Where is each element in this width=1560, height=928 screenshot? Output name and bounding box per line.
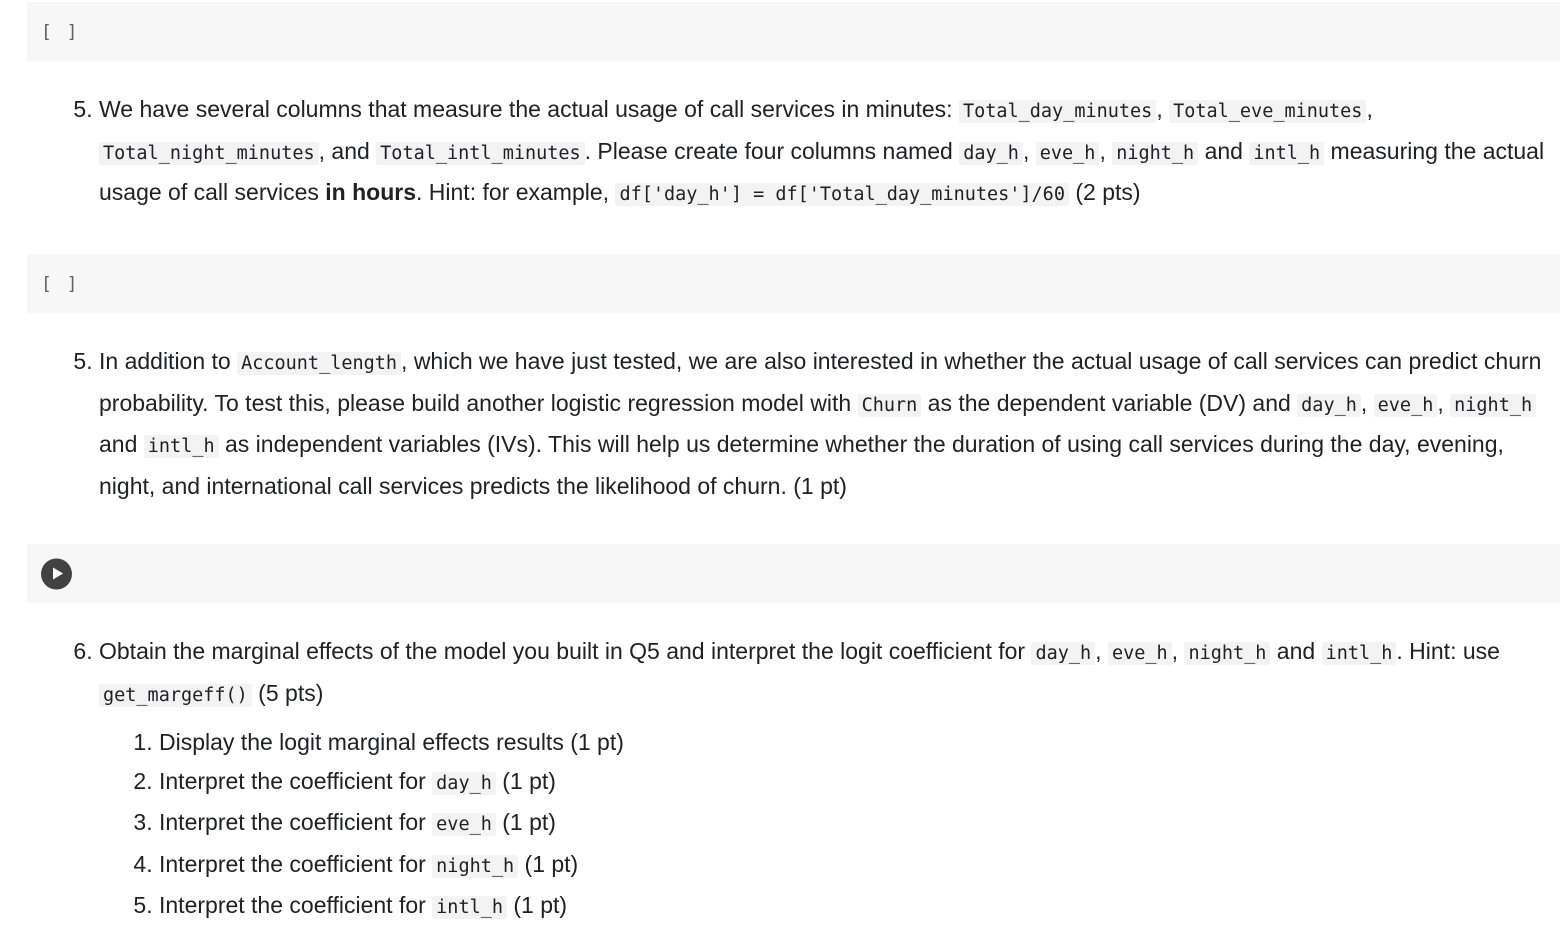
question-list bbox=[0, 632, 1560, 928]
inline-code: Churn bbox=[858, 394, 922, 417]
text-segment: We have several columns that measure the actual usage of call services in minutes: bbox=[99, 96, 959, 122]
cell-execution-indicator: [ ] bbox=[41, 21, 80, 42]
text-segment: , bbox=[1171, 638, 1185, 664]
text-segment: , bbox=[1095, 638, 1108, 664]
text-segment: , bbox=[1099, 137, 1113, 164]
text-segment: and bbox=[1270, 638, 1322, 664]
text-segment: as independent variables (IVs). This will help us determine whether the duration of using call services during the day, evening, night, and international call services predicts the likelihood of churn. (1 pt) bbox=[99, 431, 1504, 499]
text-segment: and bbox=[99, 431, 144, 457]
subquestion-item bbox=[159, 886, 1560, 928]
inline-code: night_h bbox=[432, 855, 518, 878]
text-segment: Interpret the coefficient for bbox=[159, 767, 433, 794]
subquestion-item bbox=[159, 723, 1560, 762]
inline-code: get_margeff() bbox=[99, 684, 252, 707]
inline-code: night_h bbox=[1450, 394, 1536, 417]
question-list bbox=[0, 90, 1560, 215]
text-segment: , which we have just tested, we are also interested in whether the actual usage of call services can predict churn probability. To test this, please build another logistic regression model with bbox=[99, 348, 1542, 416]
inline-code: day_h bbox=[432, 772, 496, 795]
inline-code: eve_h bbox=[1036, 142, 1100, 165]
inline-code: day_h bbox=[959, 142, 1023, 165]
inline-code: Total_intl_minutes bbox=[376, 142, 584, 165]
text-segment: (5 pts) bbox=[251, 679, 324, 706]
text-cell-q5-hours bbox=[0, 90, 1560, 215]
bold-text: in hours bbox=[325, 179, 417, 205]
run-cell-button[interactable] bbox=[41, 558, 72, 589]
text-segment: . Hint: for example, bbox=[416, 179, 616, 205]
inline-code: night_h bbox=[1184, 642, 1270, 665]
inline-code: Total_night_minutes bbox=[99, 142, 319, 165]
question-text bbox=[99, 638, 1500, 706]
inline-code: intl_h bbox=[144, 435, 219, 458]
question-item bbox=[99, 90, 1560, 215]
text-segment: Interpret the coefficient for bbox=[159, 892, 433, 918]
code-cell-active[interactable] bbox=[27, 544, 1560, 603]
text-segment: Display the logit marginal effects results (1 pt) bbox=[159, 729, 624, 755]
text-segment: , bbox=[1437, 389, 1451, 416]
question-item bbox=[99, 342, 1560, 505]
inline-code: df['day_h'] = df['Total_day_minutes']/60 bbox=[615, 183, 1069, 206]
subquestion-item bbox=[159, 762, 1560, 804]
text-segment: , bbox=[1022, 137, 1036, 164]
text-segment: , and bbox=[318, 137, 377, 164]
text-segment: , bbox=[1156, 96, 1170, 122]
text-segment: Interpret the coefficient for bbox=[159, 850, 433, 877]
text-segment: (1 pt) bbox=[518, 850, 579, 877]
subquestion-item bbox=[159, 803, 1560, 845]
text-segment: , bbox=[1366, 96, 1373, 122]
inline-code: eve_h bbox=[1374, 394, 1438, 417]
question-item bbox=[99, 632, 1560, 928]
text-segment: , bbox=[1360, 389, 1374, 416]
inline-code: night_h bbox=[1112, 142, 1198, 165]
text-segment: (1 pt) bbox=[495, 809, 556, 835]
inline-code: day_h bbox=[1031, 642, 1095, 665]
text-segment: measuring the actual usage of call services bbox=[99, 137, 1545, 205]
inline-code: Total_eve_minutes bbox=[1169, 100, 1366, 123]
text-segment: . Please create four columns named bbox=[584, 137, 960, 164]
code-cell[interactable] bbox=[27, 2, 1560, 61]
inline-code: intl_h bbox=[432, 896, 507, 919]
text-segment: (1 pt) bbox=[495, 767, 556, 794]
text-cell-q6 bbox=[0, 632, 1560, 928]
text-segment: In addition to bbox=[99, 348, 238, 374]
text-segment: as the dependent variable (DV) and bbox=[921, 389, 1298, 416]
text-cell-q5-logit bbox=[0, 342, 1560, 505]
text-segment: Obtain the marginal effects of the model you built in Q5 and interpret the logit coefficient for bbox=[99, 638, 1032, 664]
inline-code: intl_h bbox=[1322, 642, 1397, 665]
text-segment: and bbox=[1198, 137, 1250, 164]
inline-code: intl_h bbox=[1249, 142, 1324, 165]
inline-code: eve_h bbox=[432, 813, 496, 836]
subquestion-list bbox=[99, 723, 1560, 928]
question-list bbox=[0, 342, 1560, 505]
inline-code: eve_h bbox=[1108, 642, 1172, 665]
inline-code: Account_length bbox=[237, 352, 401, 375]
subquestion-item bbox=[159, 845, 1560, 887]
code-cell[interactable] bbox=[27, 254, 1560, 313]
text-segment: (2 pts) bbox=[1068, 179, 1141, 205]
cell-execution-indicator: [ ] bbox=[41, 273, 80, 294]
text-segment: (1 pt) bbox=[507, 892, 568, 918]
play-icon bbox=[53, 567, 63, 579]
inline-code: Total_day_minutes bbox=[959, 100, 1156, 123]
text-segment: Interpret the coefficient for bbox=[159, 809, 433, 835]
text-segment: . Hint: use bbox=[1396, 638, 1500, 664]
inline-code: day_h bbox=[1297, 394, 1361, 417]
